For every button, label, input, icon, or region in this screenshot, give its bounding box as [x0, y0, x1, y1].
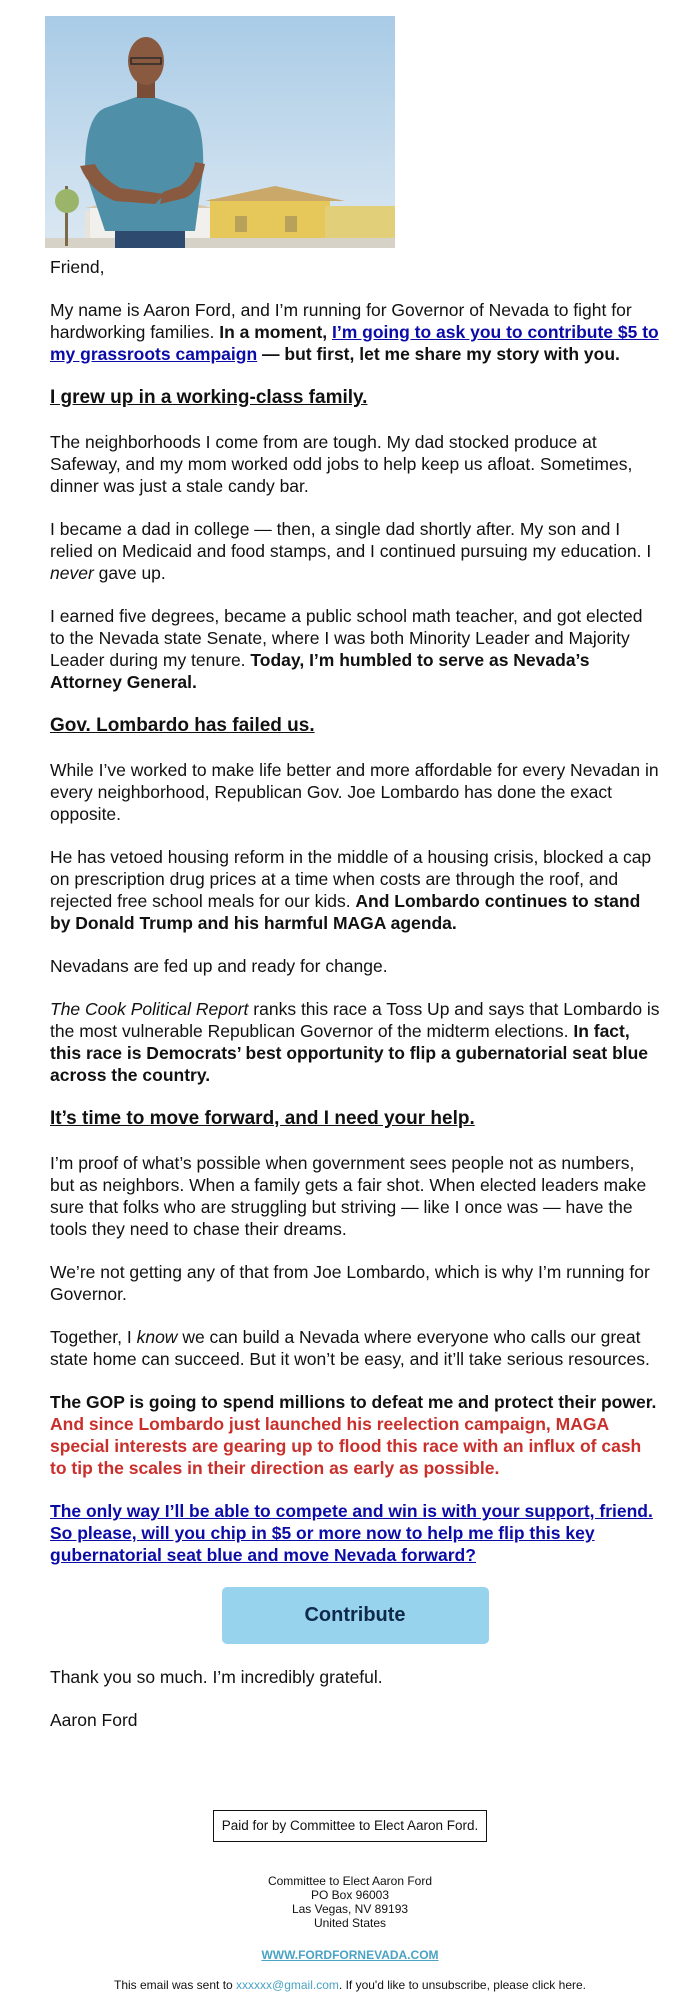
address-line: United States: [313, 1916, 387, 1930]
red-maga-warning: And since Lombardo just launched his reelection campaign, MAGA special interests are gearing up to flood this race with an influx of cash to tip the scales in their direction as early as possible.: [50, 1414, 642, 1478]
paragraph-vetoed: [50, 846, 660, 934]
thanks-text: Thank you so much. I’m incredibly grateful.: [50, 1667, 383, 1687]
paragraph-cook-report: [50, 998, 660, 1086]
email-content: [50, 256, 660, 1752]
contribute-inline-link[interactable]: I’m going to ask you to contribute $5 to my grassroots campaign: [50, 322, 659, 364]
address-line: Committee to Elect Aaron Ford: [267, 1874, 433, 1888]
bold-gop: The GOP is going to spend millions to defeat me and protect their power.: [50, 1392, 657, 1412]
text: He has vetoed housing reform in the middle of a housing crisis, blocked a cap on prescription drug prices at a time when costs are through the roof, and rejected free school meals for our kids.: [50, 847, 652, 911]
section-heading-move-forward: It’s time to move forward, and I need your help.: [50, 1108, 475, 1129]
signature: Aaron Ford: [50, 1710, 138, 1730]
section-heading-working-class: I grew up in a working-class family.: [50, 387, 368, 408]
intro-text: My name is Aaron Ford, and I’m running for Governor of Nevada to fight for hardworking families.: [50, 300, 632, 342]
text: ranks this race a Toss Up and says that Lombardo is the most vulnerable Republican Governor of the midterm elections.: [50, 999, 660, 1041]
text: Together, I: [50, 1327, 137, 1347]
text: I became a dad in college — then, a single dad shortly after. My son and I relied on Medicaid and food stamps, and I continued pursuing my education. I: [50, 519, 652, 561]
mailing-address: [0, 1874, 700, 1930]
paragraph-degrees: [50, 605, 660, 693]
greeting: Friend,: [50, 257, 105, 277]
recipient-email[interactable]: xxxxxx@gmail.com: [236, 1978, 339, 1992]
bold-maga-agenda: And Lombardo continues to stand by Donald Trump and his harmful MAGA agenda.: [50, 891, 641, 933]
bold-attorney-general: Today, I’m humbled to serve as Nevada’s Attorney General.: [50, 650, 590, 692]
paid-for-disclaimer: Paid for by Committee to Elect Aaron Ford.: [213, 1810, 488, 1842]
address-line: Las Vegas, NV 89193: [291, 1902, 409, 1916]
text: gave up.: [93, 563, 166, 583]
paragraph-proof: I’m proof of what’s possible when government sees people not as numbers, but as neighbors. When a family gets a fair shot. When elected leaders make sure that folks who are struggling but striving — like I once was — have the tools they need to chase their dreams.: [50, 1153, 647, 1239]
bold-flip-seat: In fact, this race is Democrats’ best opportunity to flip a gubernatorial seat blue across the country.: [50, 1021, 649, 1085]
website-row: [0, 1948, 700, 1962]
photo-icon: [45, 16, 395, 248]
emphasis-cook-report: The Cook Political Report: [50, 999, 249, 1019]
paragraph-neighborhoods: The neighborhoods I come from are tough. My dad stocked produce at Safeway, and my mom worked odd jobs to help keep us afloat. Sometimes, dinner was just a stale candy bar.: [50, 432, 633, 496]
paragraph-fed-up: Nevadans are fed up and ready for change.: [50, 956, 388, 976]
text: I earned five degrees, became a public school math teacher, and got elected to the Nevada state Senate, where I was both Minority Leader and Majority Leader during my tenure.: [50, 606, 643, 670]
section-heading-lombardo: Gov. Lombardo has failed us.: [50, 715, 315, 736]
hero-photo[interactable]: [45, 16, 395, 248]
unsubscribe-notice: [0, 1978, 700, 1992]
text: This email was sent to: [113, 1978, 237, 1992]
paragraph-opposite: While I’ve worked to make life better and more affordable for every Nevadan in every neighborhood, Republican Gov. Joe Lombardo has done the exact opposite.: [50, 760, 659, 824]
paragraph-ask: [50, 1500, 660, 1566]
intro-paragraph: [50, 299, 660, 365]
chip-in-link[interactable]: The only way I’ll be able to compete and win is with your support, friend. So please, will you chip in $5 or more now to help me flip this key gubernatorial seat blue and move Nevada forward?: [50, 1501, 653, 1565]
address-line: PO Box 96003: [310, 1888, 390, 1902]
emphasis-never: never: [50, 563, 94, 583]
text: we can build a Nevada where everyone who calls our great state home can succeed. But it won’t be easy, and it’ll take serious resources.: [50, 1327, 650, 1369]
paragraph-not-getting: We’re not getting any of that from Joe Lombardo, which is why I’m running for Governor.: [50, 1262, 650, 1304]
unsubscribe-text[interactable]: . If you'd like to unsubscribe, please click here.: [338, 1978, 586, 1992]
intro-bold: In a moment,: [219, 322, 333, 342]
contribute-button[interactable]: Contribute: [222, 1587, 489, 1644]
emphasis-know: know: [136, 1327, 178, 1347]
footer: [0, 1810, 700, 1992]
cta-container: [50, 1587, 660, 1644]
paragraph-gop: [50, 1391, 660, 1479]
paragraph-single-dad: [50, 518, 660, 584]
paragraph-together: [50, 1326, 660, 1370]
intro-bold-tail: — but first, let me share my story with you.: [257, 344, 620, 364]
website-link[interactable]: WWW.FORDFORNEVADA.COM: [261, 1948, 439, 1962]
